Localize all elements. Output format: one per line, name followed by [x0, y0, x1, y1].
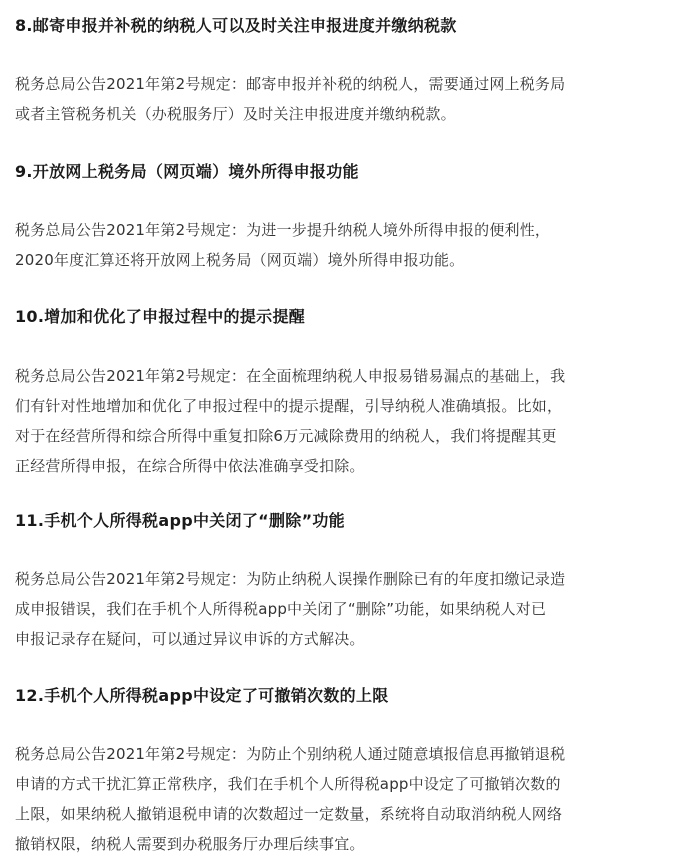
section-body-10 [15, 361, 685, 481]
paragraph-line: 撤销权限，纳税人需要到办税服务厅办理后续事宜。 [15, 835, 365, 853]
paragraph-line: 们有针对性地增加和优化了申报过程中的提示提醒，引导纳税人准确填报。比如， [15, 397, 563, 415]
section-heading-10: 10.增加和优化了申报过程中的提示提醒 [15, 307, 306, 326]
paragraph-line: 上限，如果纳税人撤销退税申请的次数超过一定数量，系统将自动取消纳税人网络 [15, 805, 563, 823]
section-body-9 [15, 215, 685, 275]
section-body-8 [15, 69, 685, 129]
paragraph-line: 2020年度汇算还将开放网上税务局（网页端）境外所得申报功能。 [15, 251, 465, 269]
paragraph-line: 成申报错误，我们在手机个人所得税app中关闭了“删除”功能，如果纳税人对已 [15, 600, 547, 618]
paragraph-line: 申请的方式干扰汇算正常秩序，我们在手机个人所得税app中设定了可撤销次数的 [15, 775, 561, 793]
section-heading-12: 12.手机个人所得税app中设定了可撤销次数的上限 [15, 686, 389, 705]
paragraph-line: 税务总局公告2021年第2号规定：为防止纳税人误操作删除已有的年度扣缴记录造 [15, 570, 566, 588]
paragraph-line: 税务总局公告2021年第2号规定：在全面梳理纳税人申报易错易漏点的基础上，我 [15, 367, 566, 385]
section-heading-11: 11.手机个人所得税app中关闭了“删除”功能 [15, 511, 345, 530]
paragraph-line: 申报记录存在疑问，可以通过异议申诉的方式解决。 [15, 630, 365, 648]
paragraph-line: 对于在经营所得和综合所得中重复扣除6万元减除费用的纳税人，我们将提醒其更 [15, 427, 557, 445]
paragraph-line: 税务总局公告2021年第2号规定：为进一步提升纳税人境外所得申报的便利性， [15, 221, 551, 239]
section-heading-8: 8.邮寄申报并补税的纳税人可以及时关注申报进度并缴纳税款 [15, 16, 457, 35]
paragraph-line: 或者主管税务机关（办税服务厅）及时关注申报进度并缴纳税款。 [15, 105, 456, 123]
section-body-12 [15, 739, 685, 859]
section-heading-9: 9.开放网上税务局（网页端）境外所得申报功能 [15, 162, 359, 181]
paragraph-line: 税务总局公告2021年第2号规定：邮寄申报并补税的纳税人，需要通过网上税务局 [15, 75, 566, 93]
paragraph-line: 税务总局公告2021年第2号规定：为防止个别纳税人通过随意填报信息再撤销退税 [15, 745, 566, 763]
paragraph-line: 正经营所得申报，在综合所得中依法准确享受扣除。 [15, 457, 365, 475]
section-body-11 [15, 564, 685, 654]
